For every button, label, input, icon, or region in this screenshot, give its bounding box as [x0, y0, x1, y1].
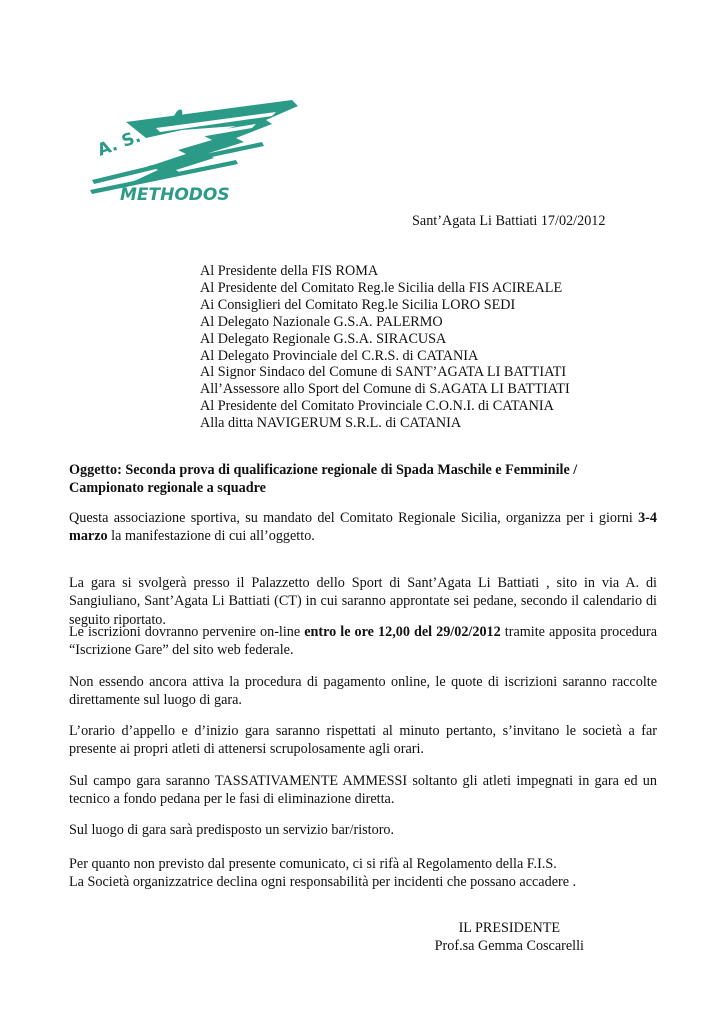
text-span: tramite apposita procedura “Iscrizione Gare” del sito web federale. — [69, 624, 657, 659]
subject-heading — [69, 461, 669, 497]
recipient-line: Al Signor Sindaco del Comune di SANT’AGATA LI BATTIATI — [200, 364, 567, 381]
recipient-line: Al Delegato Regionale G.S.A. SIRACUSA — [200, 330, 447, 347]
bold-dates: 3-4 marzo — [69, 510, 657, 545]
recipient-line: Al Delegato Provinciale del C.R.S. di CATANIA — [200, 347, 479, 364]
paragraph-admission: Sul campo gara saranno TASSATIVAMENTE AMMESSI soltanto gli atleti impegnati in gara ed un tecnico a fondo pedana per le fasi di eliminazione diretta. — [69, 773, 657, 808]
recipients-list — [200, 263, 570, 432]
paragraph-schedule: L’orario d’appello e d’inizio gara saranno rispettati al minuto pertanto, s’invitano le società a far presente ai propri atleti di attenersi scrupolosamente agli orari. — [69, 723, 657, 758]
recipient-line: Ai Consiglieri del Comitato Reg.le Sicilia LORO SEDI — [200, 296, 516, 313]
methodos-logo — [86, 98, 308, 206]
closing-notes — [69, 855, 669, 892]
text-span: Le iscrizioni dovranno pervenire on-line — [69, 624, 305, 640]
text-span: la manifestazione di cui all’oggetto. — [107, 528, 315, 545]
signature-name: Prof.sa Gemma Coscarelli — [434, 938, 584, 954]
recipient-line: Al Presidente del Comitato Reg.le Sicilia della FIS ACIREALE — [200, 279, 563, 296]
recipient-line: Al Presidente del Comitato Provinciale C.O.N.I. di CATANIA — [200, 398, 554, 415]
closing-line: La Società organizzatrice declina ogni responsabilità per incidenti che possano accadere . — [69, 874, 577, 891]
paragraph-registration — [69, 623, 657, 660]
subject-line: Campionato regionale a squadre — [69, 480, 266, 496]
bold-deadline: entro le ore 12,00 del 29/02/2012 — [304, 624, 501, 640]
closing-line: Per quanto non previsto dal presente comunicato, ci si rifà al Regolamento della F.I.S. — [69, 856, 557, 872]
recipient-line: All’Assessore allo Sport del Comune di S.AGATA LI BATTIATI — [200, 381, 570, 398]
signature-block — [435, 919, 584, 955]
date-line: Sant’Agata Li Battiati 17/02/2012 — [412, 213, 606, 229]
recipient-line: Alla ditta NAVIGERUM S.R.L. di CATANIA — [200, 415, 462, 432]
recipient-line: Al Presidente della FIS ROMA — [200, 263, 379, 279]
recipient-line: Al Delegato Nazionale G.S.A. PALERMO — [200, 313, 443, 330]
signature-title: IL PRESIDENTE — [458, 920, 561, 936]
subject-line: Oggetto: Seconda prova di qualificazione regionale di Spada Maschile e Femminile / — [69, 462, 578, 478]
paragraph-payment: Non essendo ancora attiva la procedura di pagamento online, le quote di iscrizioni saranno raccolte direttamente sul luogo di gara. — [69, 674, 657, 709]
text-span: Questa associazione sportiva, su mandato del Comitato Regionale Sicilia, organizza per i giorni — [69, 510, 639, 526]
paragraph-dates — [69, 509, 657, 546]
logo-top-text: A. S. — [94, 126, 144, 161]
paragraph-bar: Sul luogo di gara sarà predisposto un servizio bar/ristoro. — [69, 822, 395, 838]
logo-bottom-text: METHODOS — [120, 185, 230, 205]
paragraph-venue: La gara si svolgerà presso il Palazzetto dello Sport di Sant’Agata Li Battiati , sito in via A. di Sangiuliano, Sant’Agata Li Battiati (CT) in cui saranno approntate sei pedane, secondo il calendario di seguito riportato. — [69, 575, 657, 628]
